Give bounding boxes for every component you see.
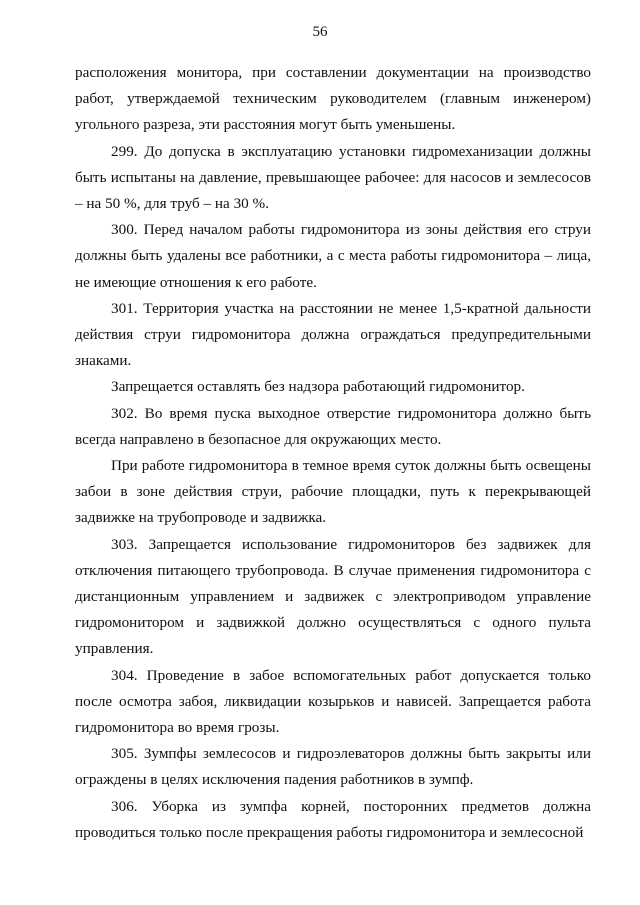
paragraph-continuation: расположения монитора, при составлении документации на производство работ, утверждаемой техническим руководителем (главным инженером) угольного разреза, эти расстояния могут быть уменьшены. [75, 64, 591, 134]
paragraph-301: 301. Территория участка на расстоянии не менее 1,5-кратной дальности действия струи гидромонитора должна ограждаться предупредительными знаками. [75, 299, 591, 370]
paragraph-302-lighting: При работе гидромонитора в темное время суток должны быть освещены забои в зоне действия струи, рабочие площадки, путь к перекрывающей задвижке на трубопроводе и задвижка. [75, 457, 591, 527]
paragraph-299: 299. До допуска в эксплуатацию установки гидромеханизации должны быть испытаны на давление, превышающее рабочее: для насосов и землесосов – на 50 %, для труб – на 30 %. [75, 142, 591, 213]
document-body [75, 60, 591, 846]
paragraph-301-prohibition: Запрещается оставлять без надзора работающий гидромонитор. [111, 378, 525, 396]
paragraph-300: 300. Перед началом работы гидромонитора из зоны действия его струи должны быть удалены все работники, а с места работы гидромонитора – лица, не имеющие отношения к его работе. [75, 221, 591, 291]
paragraph-304: 304. Проведение в забое вспомогательных работ допускается только после осмотра забоя, ликвидации козырьков и нависей. Запрещается работа гидромонитора во время грозы. [75, 666, 591, 737]
paragraph-305: 305. Зумпфы землесосов и гидроэлеваторов должны быть закрыты или ограждены в целях исключения падения работников в зумпф. [75, 745, 591, 789]
paragraph-303: 303. Запрещается использование гидромониторов без задвижек для отключения питающего трубопровода. В случае применения гидромонитора с дистанционным управлением и задвижек с электроприводом управление гидромонитором и задвижкой должно осуществляться с одного пульта управления. [75, 535, 591, 658]
paragraph-302: 302. Во время пуска выходное отверстие гидромонитора должно быть всегда направлено в безопасное для окружающих место. [75, 404, 591, 448]
page-number: 56 [312, 24, 328, 40]
paragraph-306: 306. Уборка из зумпфа корней, посторонних предметов должна проводиться только после прекращения работы гидромонитора и землесосной [75, 797, 591, 841]
